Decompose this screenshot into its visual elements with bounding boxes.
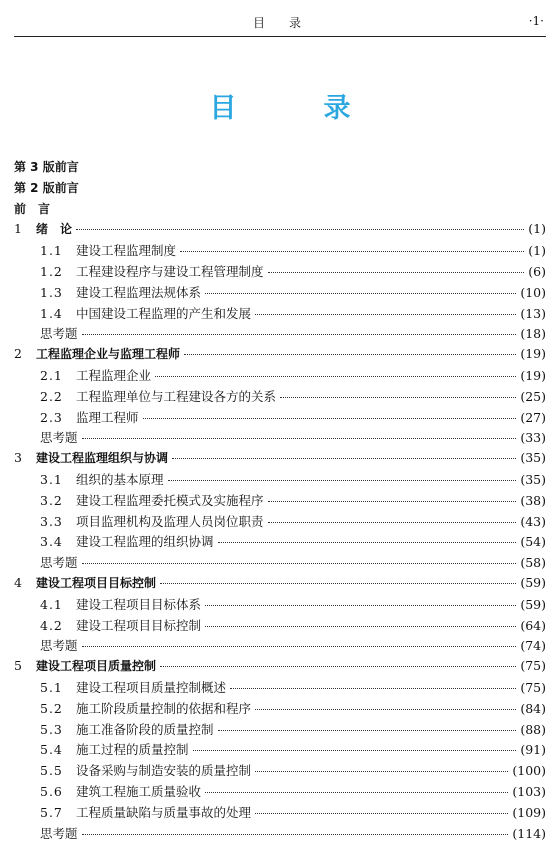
toc-section-label: 项目监理机构及监理人员岗位职责 (76, 513, 264, 529)
toc-section-entry[interactable] (14, 595, 546, 616)
toc-section-number: 1.4 (40, 305, 63, 321)
dot-leader (180, 251, 524, 252)
toc-section-entry[interactable] (14, 512, 546, 533)
toc-section-entry[interactable] (14, 720, 546, 741)
dot-leader (268, 501, 517, 502)
toc-chapter-label: 绪 论 (36, 222, 73, 237)
toc-page-number: (75) (520, 658, 546, 674)
toc-page-number: (59) (520, 596, 546, 612)
toc-section-entry[interactable] (14, 241, 546, 262)
toc-section-number: 3.1 (40, 471, 63, 487)
toc-chapter-label: 工程监理企业与监理工程师 (36, 347, 181, 362)
toc-page-number: (64) (520, 617, 546, 633)
toc-page-number: (103) (512, 783, 546, 799)
toc-page-number: (25) (520, 388, 546, 404)
dot-leader (82, 834, 509, 835)
dot-leader (218, 542, 517, 543)
toc-section-number: 5.5 (40, 763, 63, 779)
toc-section-number: 2.2 (40, 388, 63, 404)
dot-leader (193, 750, 517, 751)
dot-leader (155, 376, 516, 377)
toc-section-entry[interactable] (14, 283, 546, 304)
toc-entry-label: 前 言 (14, 201, 51, 216)
toc-section-label: 建设工程监理法规体系 (76, 284, 202, 300)
toc-page-number: (43) (520, 513, 546, 529)
toc-chapter-entry[interactable] (14, 449, 546, 470)
toc-page-number: (59) (520, 574, 546, 590)
toc-section-number: 5.3 (40, 721, 63, 737)
toc-page-number: (33) (520, 430, 546, 446)
dot-leader (82, 438, 517, 439)
toc-section-entry[interactable] (14, 782, 546, 803)
dot-leader (82, 334, 517, 335)
toc-page-number: (88) (520, 721, 546, 737)
dot-leader (184, 354, 516, 355)
toc-page-number: (84) (520, 700, 546, 716)
toc-page-number: (35) (520, 471, 546, 487)
toc-exercises-entry[interactable] (14, 428, 546, 449)
dot-leader (218, 730, 517, 731)
toc-section-entry[interactable] (14, 470, 546, 491)
toc-chapter-entry[interactable] (14, 657, 546, 678)
dot-leader (160, 666, 516, 667)
toc-chapter-number: 1 (14, 221, 22, 237)
toc-section-number: 1.1 (40, 243, 63, 259)
toc-section-label: 工程质量缺陷与质量事故的处理 (76, 804, 252, 820)
dot-leader (205, 293, 516, 294)
toc-chapter-entry[interactable] (14, 220, 546, 241)
toc-page-number: (18) (520, 326, 546, 342)
toc-section-label: 监理工程师 (76, 409, 139, 425)
toc-section-number: 1.2 (40, 263, 63, 279)
toc-page-number: (13) (520, 305, 546, 321)
dot-leader (255, 709, 516, 710)
dot-leader (76, 229, 524, 230)
toc-exercises-label: 思考题 (40, 638, 78, 654)
toc-section-label: 建设工程监理制度 (76, 243, 177, 259)
toc-section-entry[interactable] (14, 491, 546, 512)
toc-section-number: 3.2 (40, 492, 63, 508)
dot-leader (160, 583, 516, 584)
toc-exercises-label: 思考题 (40, 555, 78, 571)
dot-leader (205, 605, 516, 606)
dot-leader (268, 272, 525, 273)
toc-section-number: 3.4 (40, 534, 63, 550)
toc-section-label: 工程监理企业 (76, 367, 152, 383)
toc-section-number: 5.1 (40, 679, 63, 695)
toc-section-label: 建设工程监理的组织协调 (76, 534, 214, 550)
toc-front-matter-item[interactable] (14, 200, 546, 221)
running-header (14, 8, 546, 37)
toc-front-matter-item[interactable] (14, 158, 546, 179)
dot-leader (82, 646, 517, 647)
toc-section-number: 5.7 (40, 804, 63, 820)
toc-exercises-entry[interactable] (14, 553, 546, 574)
toc-section-number: 2.3 (40, 409, 63, 425)
toc-page-number: (74) (520, 638, 546, 654)
dot-leader (168, 480, 517, 481)
toc-chapter-entry[interactable] (14, 345, 546, 366)
toc-page-number: (58) (520, 555, 546, 571)
toc-page-number: (91) (520, 742, 546, 758)
toc-page-number: (35) (520, 450, 546, 466)
toc-exercises-label: 思考题 (40, 430, 78, 446)
dot-leader (143, 418, 517, 419)
toc-page-number: (1) (528, 243, 546, 259)
toc-exercises-entry[interactable] (14, 636, 546, 657)
toc-section-entry[interactable] (14, 262, 546, 283)
toc-page-number: (100) (512, 763, 546, 779)
toc-section-entry[interactable] (14, 366, 546, 387)
dot-leader (230, 688, 516, 689)
toc-section-label: 建设工程项目目标体系 (76, 596, 202, 612)
toc-page-number: (38) (520, 492, 546, 508)
toc-chapter-number: 4 (14, 574, 22, 590)
toc-page-number: (109) (512, 804, 546, 820)
toc-exercises-label: 思考题 (40, 326, 78, 342)
toc-section-number: 5.6 (40, 783, 63, 799)
toc-section-label: 施工过程的质量控制 (76, 742, 189, 758)
toc-page-number: (54) (520, 534, 546, 550)
toc-section-entry[interactable] (14, 408, 546, 429)
toc-page-number: (114) (512, 825, 546, 841)
table-of-contents (14, 158, 546, 844)
dot-leader (255, 314, 516, 315)
toc-chapter-number: 5 (14, 658, 22, 674)
toc-section-number: 2.1 (40, 367, 63, 383)
toc-section-label: 建设工程项目质量控制概述 (76, 679, 227, 695)
dot-leader (205, 792, 508, 793)
toc-exercises-entry[interactable] (14, 824, 546, 845)
dot-leader (255, 771, 508, 772)
toc-section-label: 组织的基本原理 (76, 471, 164, 487)
toc-section-entry[interactable] (14, 803, 546, 824)
toc-exercises-entry[interactable] (14, 324, 546, 345)
dot-leader (255, 813, 508, 814)
toc-section-entry[interactable] (14, 616, 546, 637)
toc-page-number: (1) (528, 221, 546, 237)
toc-section-entry[interactable] (14, 532, 546, 553)
toc-section-label: 建设工程项目目标控制 (76, 617, 202, 633)
toc-page-number: (19) (520, 346, 546, 362)
toc-section-entry[interactable] (14, 740, 546, 761)
toc-section-label: 中国建设工程监理的产生和发展 (76, 305, 252, 321)
toc-chapter-number: 3 (14, 450, 22, 466)
toc-entry-label: 第 2 版前言 (14, 180, 79, 195)
toc-section-number: 5.2 (40, 700, 63, 716)
toc-page-number: (10) (520, 284, 546, 300)
toc-section-number: 4.1 (40, 596, 63, 612)
toc-exercises-label: 思考题 (40, 825, 78, 841)
toc-section-number: 4.2 (40, 617, 63, 633)
toc-front-matter-item[interactable] (14, 179, 546, 200)
toc-chapter-label: 建设工程监理组织与协调 (36, 451, 169, 466)
dot-leader (280, 397, 516, 398)
toc-page-number: (27) (520, 409, 546, 425)
toc-section-number: 3.3 (40, 513, 63, 529)
toc-chapter-number: 2 (14, 346, 22, 362)
toc-chapter-label: 建设工程项目目标控制 (36, 575, 157, 590)
dot-leader (268, 522, 517, 523)
toc-chapter-label: 建设工程项目质量控制 (36, 659, 157, 674)
toc-section-number: 1.3 (40, 284, 63, 300)
toc-section-label: 建筑工程施工质量验收 (76, 783, 202, 799)
toc-section-entry[interactable] (14, 678, 546, 699)
toc-section-label: 建设工程监理委托模式及实施程序 (76, 492, 264, 508)
toc-section-number: 5.4 (40, 742, 63, 758)
running-header-page-number: ·1· (528, 14, 544, 28)
toc-section-entry[interactable] (14, 387, 546, 408)
toc-section-label: 施工准备阶段的质量控制 (76, 721, 214, 737)
toc-section-label: 工程监理单位与工程建设各方的关系 (76, 388, 277, 404)
toc-section-label: 工程建设程序与建设工程管理制度 (76, 263, 264, 279)
toc-section-entry[interactable] (14, 761, 546, 782)
toc-entry-label: 第 3 版前言 (14, 160, 79, 174)
running-header-title: 目 录 (252, 16, 307, 30)
toc-section-entry[interactable] (14, 699, 546, 720)
page-title: 目 录 (209, 93, 381, 124)
toc-page-number: (75) (520, 679, 546, 695)
toc-section-label: 设备采购与制造安装的质量控制 (76, 763, 252, 779)
toc-page-number: (6) (528, 263, 546, 279)
toc-chapter-entry[interactable] (14, 574, 546, 595)
dot-leader (172, 458, 516, 459)
toc-section-label: 施工阶段质量控制的依据和程序 (76, 700, 252, 716)
toc-page-number: (19) (520, 367, 546, 383)
dot-leader (205, 626, 516, 627)
toc-section-entry[interactable] (14, 304, 546, 325)
dot-leader (82, 563, 517, 564)
